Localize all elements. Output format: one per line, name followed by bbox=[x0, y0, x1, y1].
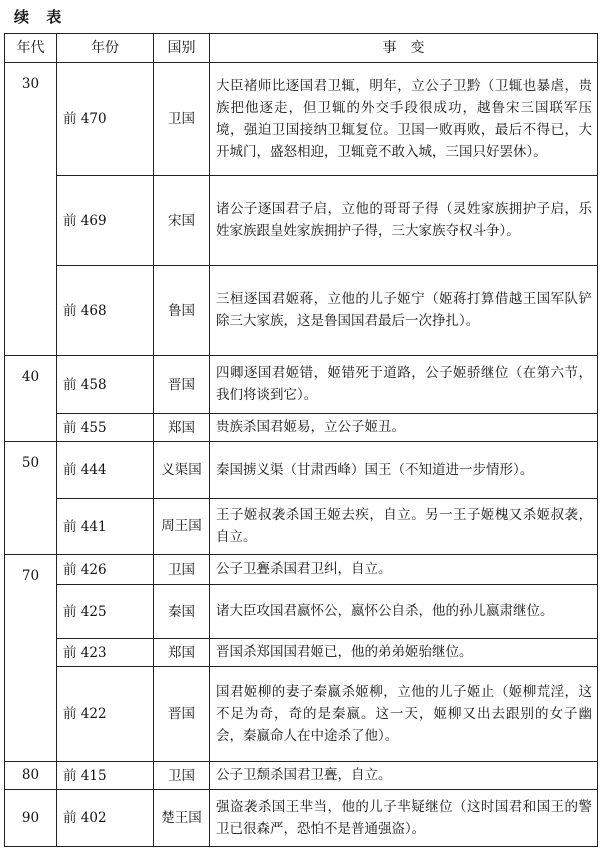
event-cell: 公子卫颓杀国君卫亹，自立。 bbox=[210, 762, 598, 790]
event-cell: 诸公子逐国君子启，立他的哥哥子得（灵姓家族拥护子启，乐姓家族跟皇姓家族拥护子得，三大家族夺权斗争）。 bbox=[210, 176, 598, 266]
table-row bbox=[5, 639, 598, 667]
table-row bbox=[5, 176, 598, 266]
state-cell: 周王国 bbox=[154, 499, 210, 555]
year-cell: 前 426 bbox=[57, 555, 154, 585]
event-cell: 王子姬叔袭杀国王姬去疾，自立。另一王子姬槐又杀姬叔袭，自立。 bbox=[210, 499, 598, 555]
state-cell: 晋国 bbox=[154, 667, 210, 762]
table-row bbox=[5, 762, 598, 790]
state-cell: 秦国 bbox=[154, 585, 210, 639]
header-event: 事 变 bbox=[210, 34, 598, 63]
decade-cell: 80 bbox=[5, 762, 57, 790]
header-decade: 年代 bbox=[5, 34, 57, 63]
year-cell: 前 458 bbox=[57, 356, 154, 414]
table-row bbox=[5, 790, 598, 847]
table-row bbox=[5, 356, 598, 414]
year-cell: 前 444 bbox=[57, 442, 154, 499]
state-cell: 卫国 bbox=[154, 63, 210, 176]
state-cell: 宋国 bbox=[154, 176, 210, 266]
state-cell: 郑国 bbox=[154, 414, 210, 442]
decade-cell: 50 bbox=[5, 442, 57, 555]
year-cell: 前 468 bbox=[57, 266, 154, 356]
year-cell: 前 441 bbox=[57, 499, 154, 555]
table-row bbox=[5, 499, 598, 555]
state-cell: 卫国 bbox=[154, 762, 210, 790]
event-cell: 晋国杀郑国国君姬已，他的弟弟姬骀继位。 bbox=[210, 639, 598, 667]
state-cell: 卫国 bbox=[154, 555, 210, 585]
state-cell: 郑国 bbox=[154, 639, 210, 667]
events-table bbox=[4, 33, 598, 847]
state-cell: 晋国 bbox=[154, 356, 210, 414]
decade-cell: 70 bbox=[5, 555, 57, 762]
header-year: 年份 bbox=[57, 34, 154, 63]
year-cell: 前 415 bbox=[57, 762, 154, 790]
header-row bbox=[5, 34, 598, 63]
year-cell: 前 422 bbox=[57, 667, 154, 762]
table-row bbox=[5, 442, 598, 499]
year-cell: 前 423 bbox=[57, 639, 154, 667]
state-cell: 鲁国 bbox=[154, 266, 210, 356]
decade-cell: 30 bbox=[5, 63, 57, 356]
event-cell: 强盗袭杀国王芈当，他的儿子芈疑继位（这时国君和国王的警卫已很森严，恐怕不是普通强盗）。 bbox=[210, 790, 598, 847]
year-cell: 前 470 bbox=[57, 63, 154, 176]
state-cell: 楚王国 bbox=[154, 790, 210, 847]
event-cell: 四卿逐国君姬错，姬错死于道路，公子姬骄继位（在第六节，我们将谈到它）。 bbox=[210, 356, 598, 414]
table-row bbox=[5, 266, 598, 356]
event-cell: 大臣褚师比逐国君卫辄，明年，立公子卫黔（卫辄也暴虐，贵族把他逐走，但卫辄的外交手段很成功，越鲁宋三国联军压境，强迫卫国接纳卫辄复位。卫国一败再败，最后不得已，大开城门，盛怒相迎，卫辄竟不敢入城，三国只好罢休）。 bbox=[210, 63, 598, 176]
year-cell: 前 469 bbox=[57, 176, 154, 266]
decade-cell: 40 bbox=[5, 356, 57, 442]
header-state: 国别 bbox=[154, 34, 210, 63]
event-cell: 国君姬柳的妻子秦嬴杀姬柳，立他的儿子姬止（姬柳荒淫，这不足为奇，奇的是秦嬴。这一天，姬柳又出去跟别的女子幽会，秦嬴命人在中途杀了他）。 bbox=[210, 667, 598, 762]
table-row bbox=[5, 63, 598, 176]
event-cell: 三桓逐国君姬蒋，立他的儿子姬宁（姬蒋打算借越王国军队铲除三大家族，这是鲁国国君最后一次挣扎）。 bbox=[210, 266, 598, 356]
state-cell: 义渠国 bbox=[154, 442, 210, 499]
event-cell: 秦国掳义渠（甘肃西峰）国王（不知道进一步情形）。 bbox=[210, 442, 598, 499]
table-row bbox=[5, 585, 598, 639]
year-cell: 前 455 bbox=[57, 414, 154, 442]
event-cell: 贵族杀国君姬易，立公子姬丑。 bbox=[210, 414, 598, 442]
table-caption: 续 表 bbox=[14, 8, 68, 26]
table-row bbox=[5, 667, 598, 762]
event-cell: 公子卫亹杀国君卫纠，自立。 bbox=[210, 555, 598, 585]
year-cell: 前 425 bbox=[57, 585, 154, 639]
table-row bbox=[5, 414, 598, 442]
year-cell: 前 402 bbox=[57, 790, 154, 847]
event-cell: 诸大臣攻国君嬴怀公，嬴怀公自杀，他的孙儿嬴肃继位。 bbox=[210, 585, 598, 639]
decade-cell: 90 bbox=[5, 790, 57, 847]
table-row bbox=[5, 555, 598, 585]
